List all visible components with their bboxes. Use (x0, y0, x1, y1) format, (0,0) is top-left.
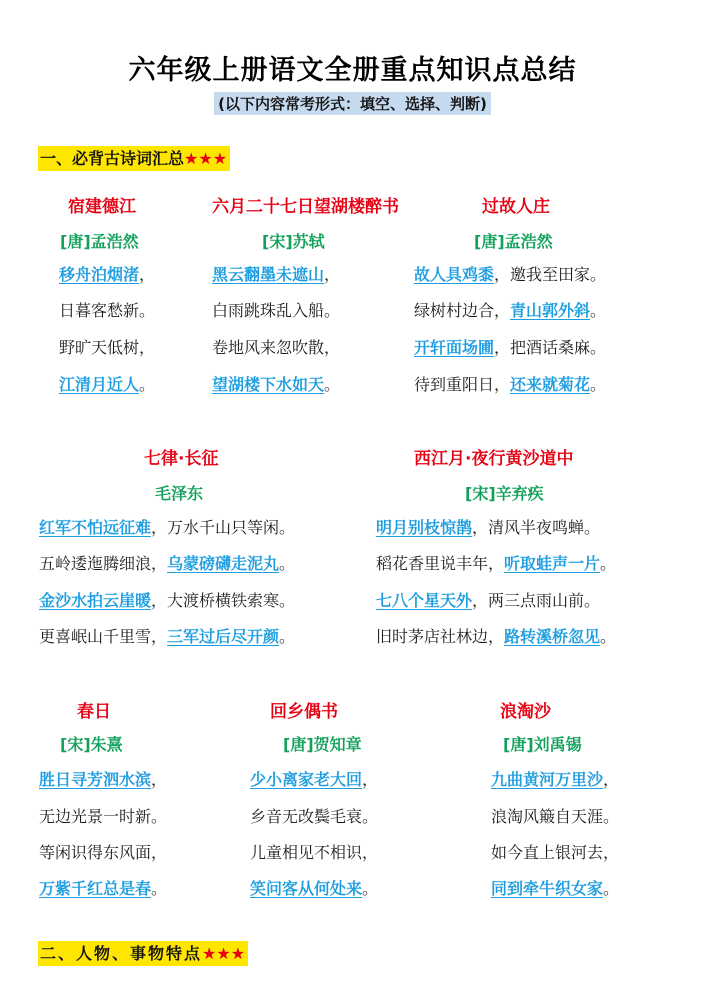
poem-line (376, 588, 600, 611)
poem-title: 回乡偶书 (270, 702, 338, 722)
poem-line (59, 262, 155, 285)
poem-title: 春日 (77, 702, 111, 722)
fill-in-blank-answer: 江清月近人 (59, 375, 140, 394)
poem-text: ， (139, 265, 156, 284)
section-heading-1 (38, 146, 230, 171)
poem-text: 卷地风来忽吹散， (212, 338, 341, 357)
poem-text: ， (603, 770, 620, 789)
poem-text: 。 (279, 554, 296, 573)
poem-text: 稻花香里说丰年， (376, 554, 505, 573)
poem-line (414, 335, 606, 358)
fill-in-blank-answer: 路转溪桥忽见 (504, 627, 601, 646)
poem-line (250, 876, 378, 899)
fill-in-blank-answer: 金沙水拍云崖暖 (39, 591, 152, 610)
poem-author: [唐]贺知章 (283, 735, 362, 754)
poem-text: 儿童相见不相识， (250, 843, 379, 862)
poem-title: 六月二十七日望湖楼醉书 (212, 197, 399, 217)
star-rating-icon: ★★★ (202, 944, 246, 963)
poem-text: 。 (600, 627, 617, 646)
fill-in-blank-answer: 移舟泊烟渚 (59, 265, 140, 284)
poem-text: 待到重阳日， (414, 375, 511, 394)
poem-text: 日暮客愁新。 (59, 301, 156, 320)
subtitle-wrap (0, 92, 705, 115)
poem-text: ，清风半夜鸣蝉。 (472, 518, 601, 537)
poem-line (250, 840, 378, 863)
poem-text: 。 (603, 879, 620, 898)
poem-line (250, 767, 378, 790)
poem-line (39, 624, 295, 647)
poem-author: [宋]苏轼 (262, 232, 325, 251)
poem-text: ，大渡桥横铁索寒。 (151, 591, 296, 610)
section-heading-2 (38, 941, 248, 966)
poem-line (212, 262, 340, 285)
poem-text: ， (362, 770, 379, 789)
poem-text: 等闲识得东风面， (39, 843, 168, 862)
poem-text: 乡音无改鬓毛衰。 (250, 807, 379, 826)
section-heading-label: 一、必背古诗词汇总 (40, 149, 185, 168)
poem-author: [唐]孟浩然 (474, 232, 553, 251)
poem-title: 西江月·夜行黄沙道中 (414, 449, 574, 469)
poem-text: ， (324, 265, 341, 284)
poem-author: [唐]刘禹锡 (503, 735, 582, 754)
fill-in-blank-answer: 少小离家老大回 (250, 770, 363, 789)
poem-text: 。 (279, 627, 296, 646)
poem-text: 无边光景一时新。 (39, 807, 168, 826)
page-title: 六年级上册语文全册重点知识点总结 (128, 55, 577, 86)
fill-in-blank-answer: 三军过后尽开颜 (167, 627, 280, 646)
poem-text: 绿树村边合， (414, 301, 511, 320)
poem-line (39, 551, 295, 574)
poem-line (39, 515, 295, 538)
poem-text: ， (151, 770, 168, 789)
fill-in-blank-answer: 九曲黄河万里沙 (491, 770, 604, 789)
poem-text: 旧时茅店社林边， (376, 627, 505, 646)
fill-in-blank-answer: 万紫千红总是春 (39, 879, 152, 898)
fill-in-blank-answer: 听取蛙声一片 (504, 554, 601, 573)
page-subtitle: (以下内容常考形式：填空、选择、判断) (214, 92, 491, 115)
poem-line (250, 804, 378, 827)
poem-line (376, 515, 600, 538)
poem-text: ，两三点雨山前。 (472, 591, 601, 610)
poem-text: 。 (600, 554, 617, 573)
fill-in-blank-answer: 望湖楼下水如天 (212, 375, 325, 394)
poem-line (59, 298, 155, 321)
poem-text: 。 (139, 375, 156, 394)
poem-line (491, 767, 619, 790)
poem-text: ，把酒话桑麻。 (494, 338, 607, 357)
poem-line (414, 262, 606, 285)
fill-in-blank-answer: 七八个星天外 (376, 591, 473, 610)
fill-in-blank-answer: 青山郭外斜 (510, 301, 591, 320)
poem-line (491, 804, 619, 827)
fill-in-blank-answer: 还来就菊花 (510, 375, 591, 394)
poem-text: 更喜岷山千里雪， (39, 627, 168, 646)
poem-author: [宋]朱熹 (60, 735, 123, 754)
fill-in-blank-answer: 明月别枝惊鹊 (376, 518, 473, 537)
fill-in-blank-answer: 故人具鸡黍 (414, 265, 495, 284)
poem-text: ，万水千山只等闲。 (151, 518, 296, 537)
poem-line (376, 551, 616, 574)
section-heading-label: 二、人物、事物特点 (40, 944, 203, 963)
fill-in-blank-answer: 开轩面场圃 (414, 338, 495, 357)
poem-text: 如今直上银河去， (491, 843, 620, 862)
poem-line (414, 298, 606, 321)
poem-line (39, 588, 295, 611)
poem-line (491, 840, 619, 863)
poem-text: 。 (324, 375, 341, 394)
poem-author: [宋]辛弃疾 (465, 484, 544, 503)
fill-in-blank-answer: 乌蒙磅礴走泥丸 (167, 554, 280, 573)
poem-text: 野旷天低树， (59, 338, 156, 357)
poem-text: 。 (590, 301, 607, 320)
poem-text: 五岭逶迤腾细浪， (39, 554, 168, 573)
fill-in-blank-answer: 同到牵牛织女家 (491, 879, 604, 898)
fill-in-blank-answer: 红军不怕远征难 (39, 518, 152, 537)
poem-line (414, 372, 606, 395)
poem-line (212, 298, 340, 321)
poem-line (59, 335, 155, 358)
poem-line (376, 624, 616, 647)
poem-text: ，邀我至田家。 (494, 265, 607, 284)
poem-title: 宿建德江 (68, 197, 136, 217)
poem-line (212, 335, 340, 358)
poem-text: 。 (362, 879, 379, 898)
poem-line (39, 876, 167, 899)
poem-text: 。 (590, 375, 607, 394)
poem-line (59, 372, 155, 395)
poem-text: 白雨跳珠乱入船。 (212, 301, 341, 320)
poem-text: 。 (151, 879, 168, 898)
poem-line (39, 840, 167, 863)
poem-title: 浪淘沙 (500, 702, 551, 722)
poem-title: 七律·长征 (144, 449, 219, 469)
poem-author: [唐]孟浩然 (60, 232, 139, 251)
poem-author: 毛泽东 (155, 484, 204, 503)
poem-line (39, 804, 167, 827)
star-rating-icon: ★★★ (184, 149, 228, 168)
fill-in-blank-answer: 笑问客从何处来 (250, 879, 363, 898)
poem-text: 浪淘风簸自天涯。 (491, 807, 620, 826)
poem-line (491, 876, 619, 899)
poem-line (212, 372, 340, 395)
poem-line (39, 767, 167, 790)
poem-title: 过故人庄 (482, 197, 550, 217)
fill-in-blank-answer: 黑云翻墨未遮山 (212, 265, 325, 284)
fill-in-blank-answer: 胜日寻芳泗水滨 (39, 770, 152, 789)
